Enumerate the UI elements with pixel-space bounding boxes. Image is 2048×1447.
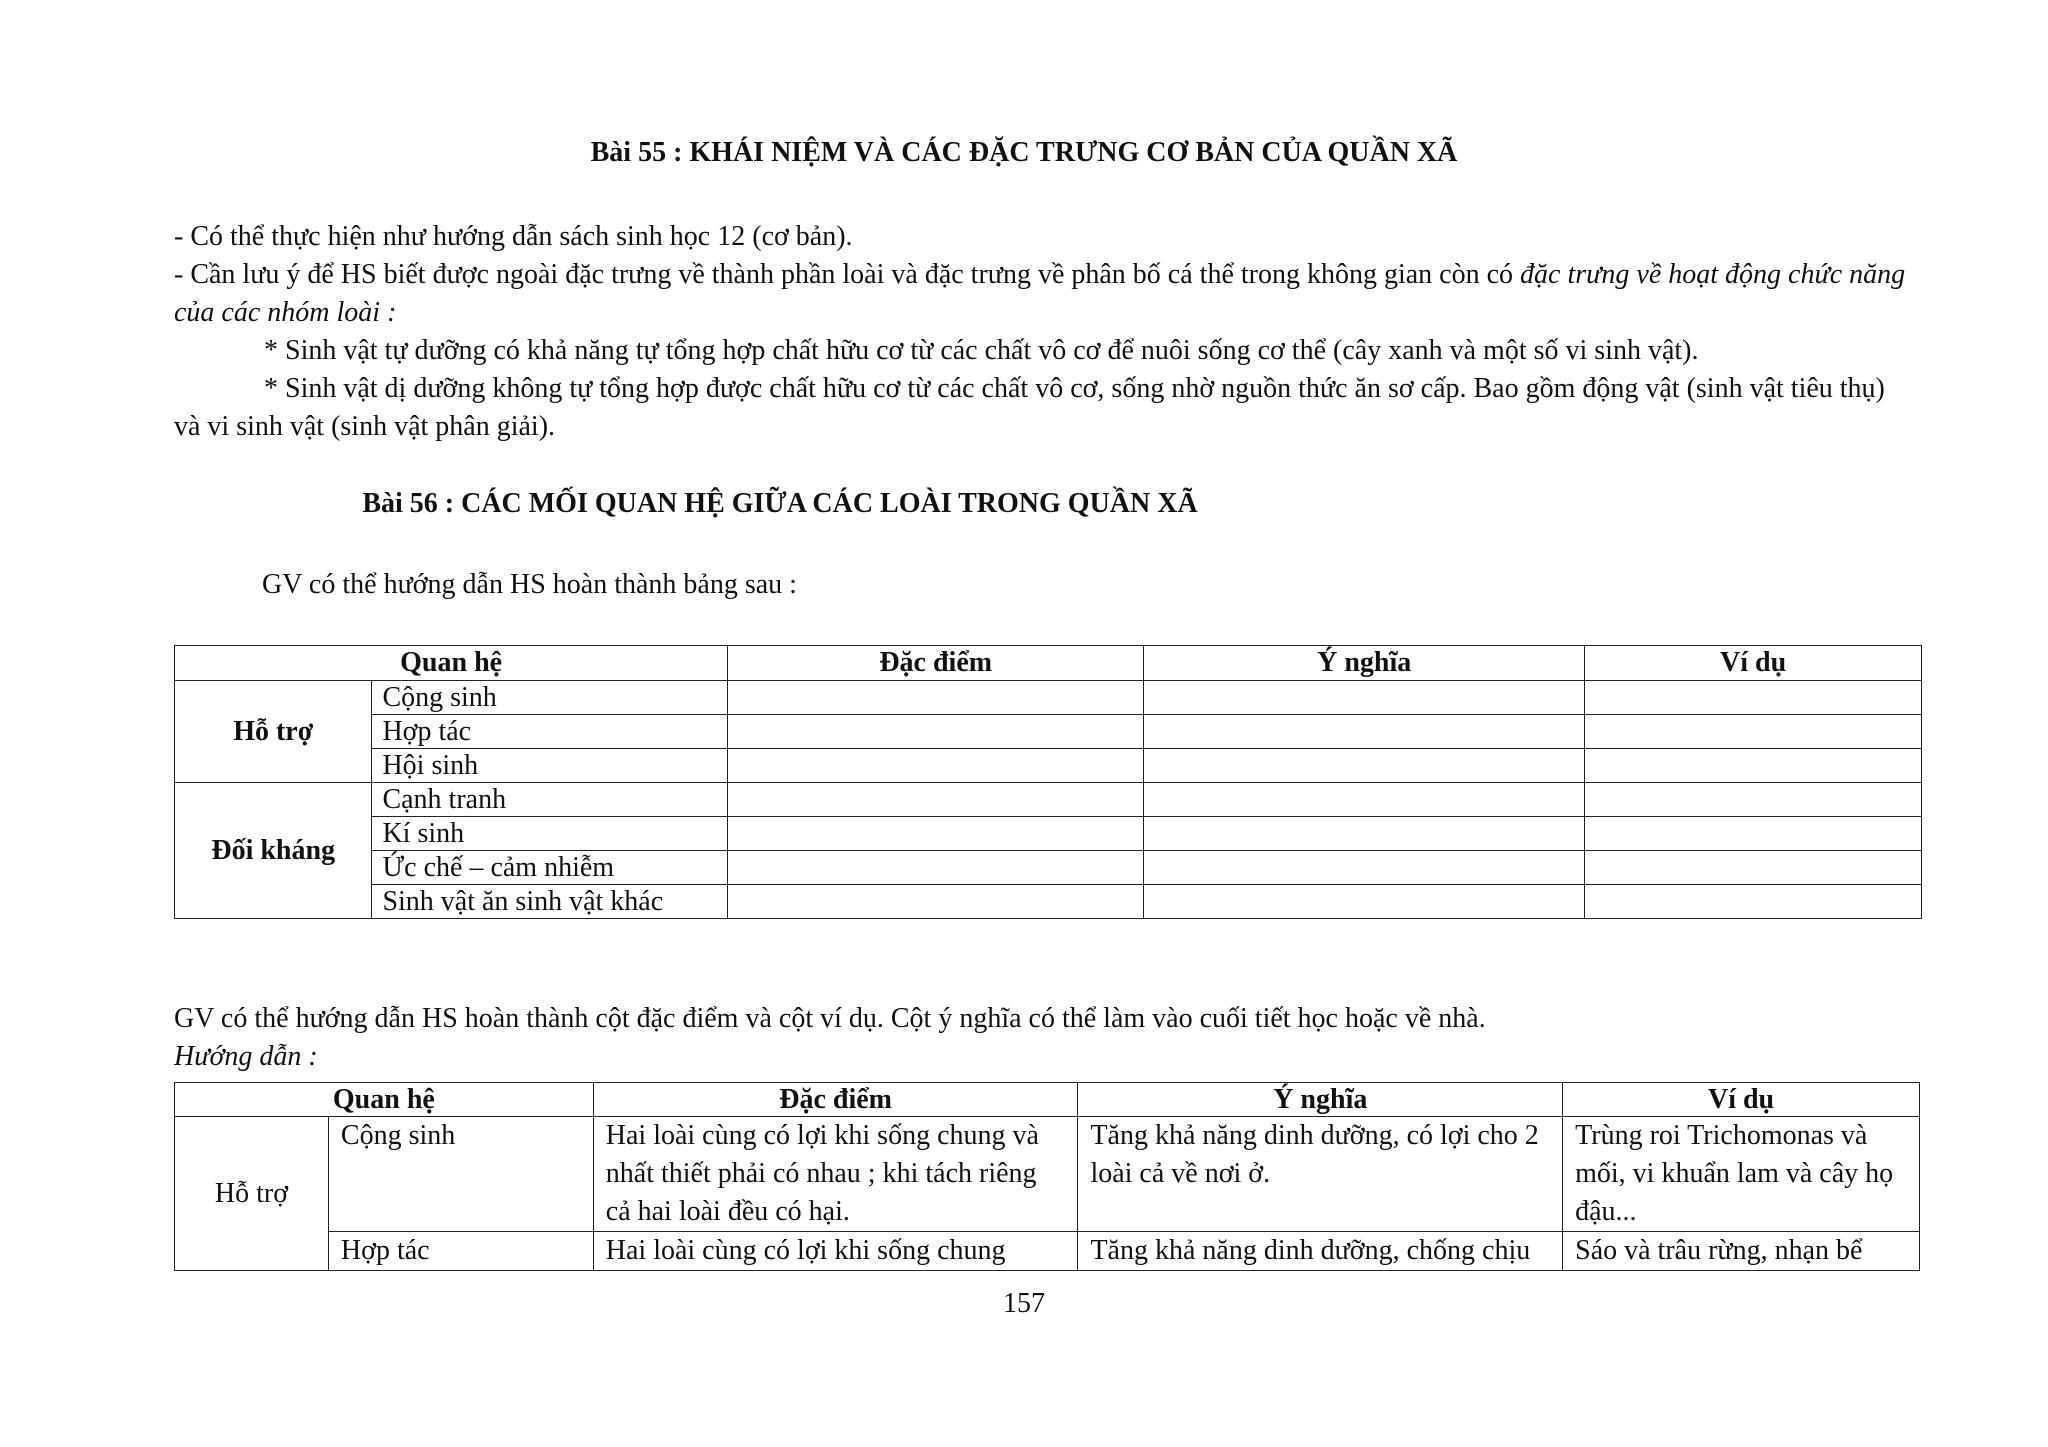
- heterotroph-bullet: * Sinh vật dị dưỡng không tự tổng hợp được chất hữu cơ từ các chất vô cơ, sống nhờ nguồn thức ăn sơ cấp. Bao gồm động vật (sinh vật tiêu thụ) và vi sinh vật (sinh vật phân giải).: [174, 373, 1885, 442]
- lesson-55-line-2-italic: đặc trưng về hoạt động chức năng của các nhóm loài :: [174, 259, 1906, 328]
- table-header-row: [175, 646, 1922, 681]
- relation-cell: Kí sinh: [372, 817, 728, 851]
- empty-cell: [1144, 851, 1585, 885]
- meaning-cell: Tăng khả năng dinh dưỡng, có lợi cho 2 loài cả về nơi ở.: [1078, 1117, 1563, 1232]
- table-row: [175, 715, 1922, 749]
- lesson-55-line-2: [174, 256, 1914, 332]
- relation-cell: Hợp tác: [372, 715, 728, 749]
- relation-cell: Hội sinh: [372, 749, 728, 783]
- header-meaning: Ý nghĩa: [1144, 646, 1585, 681]
- relation-cell: Hợp tác: [328, 1232, 593, 1271]
- empty-cell: [1144, 817, 1585, 851]
- header-relation: Quan hệ: [175, 646, 728, 681]
- group-antagonism: Đối kháng: [175, 783, 372, 919]
- page-number: 157: [1003, 1288, 1045, 1319]
- table-row: [175, 1232, 1920, 1271]
- table-row: [175, 1117, 1920, 1232]
- table-row: [175, 681, 1922, 715]
- feature-cell: Hai loài cùng có lợi khi sống chung và nhất thiết phải có nhau ; khi tách riêng cả hai loài đều có hại.: [593, 1117, 1078, 1232]
- empty-cell: [1144, 783, 1585, 817]
- lesson-55-line-2-plain: - Cần lưu ý để HS biết được ngoài đặc trưng về thành phần loài và đặc trưng về phân bố cá thể trong không gian còn có: [174, 259, 1521, 290]
- lesson-56-intro: GV có thể hướng dẫn HS hoàn thành bảng sau :: [262, 569, 797, 600]
- relation-cell: Ức chế – cảm nhiễm: [372, 851, 728, 885]
- autotroph-bullet: * Sinh vật tự dưỡng có khả năng tự tổng hợp chất hữu cơ từ các chất vô cơ để nuôi sống cơ thể (cây xanh và một số vi sinh vật).: [264, 335, 1699, 366]
- empty-cell: [1585, 749, 1922, 783]
- empty-cell: [728, 681, 1144, 715]
- header-feature: Đặc điểm: [728, 646, 1144, 681]
- empty-cell: [1585, 715, 1922, 749]
- group-support: Hỗ trợ: [175, 1117, 329, 1271]
- table-row: [175, 851, 1922, 885]
- relations-guide-table: [174, 1082, 1920, 1271]
- empty-cell: [1144, 885, 1585, 919]
- empty-cell: [728, 851, 1144, 885]
- empty-cell: [1585, 681, 1922, 715]
- lesson-56-title: Bài 56 : CÁC MỐI QUAN HỆ GIỮA CÁC LOÀI TRONG QUẦN XÃ: [362, 488, 1198, 519]
- empty-cell: [1585, 851, 1922, 885]
- lesson-55-line-1: - Có thể thực hiện như hướng dẫn sách sinh học 12 (cơ bản).: [174, 221, 853, 252]
- header-meaning: Ý nghĩa: [1078, 1083, 1563, 1117]
- header-feature: Đặc điểm: [593, 1083, 1078, 1117]
- table-header-row: [175, 1083, 1920, 1117]
- empty-cell: [728, 885, 1144, 919]
- header-example: Ví dụ: [1585, 646, 1922, 681]
- guide-label: Hướng dẫn :: [174, 1041, 318, 1072]
- empty-cell: [728, 715, 1144, 749]
- header-example: Ví dụ: [1563, 1083, 1920, 1117]
- empty-cell: [728, 817, 1144, 851]
- relation-cell: Cộng sinh: [372, 681, 728, 715]
- empty-cell: [1144, 749, 1585, 783]
- empty-cell: [1585, 885, 1922, 919]
- group-support: Hỗ trợ: [175, 681, 372, 783]
- header-relation: Quan hệ: [175, 1083, 594, 1117]
- empty-cell: [728, 783, 1144, 817]
- empty-cell: [1585, 817, 1922, 851]
- relation-cell: Sinh vật ăn sinh vật khác: [372, 885, 728, 919]
- relation-cell: Cộng sinh: [328, 1117, 593, 1232]
- feature-cell: Hai loài cùng có lợi khi sống chung: [593, 1232, 1078, 1271]
- example-cell: Sáo và trâu rừng, nhạn bể: [1563, 1232, 1920, 1271]
- relation-cell: Cạnh tranh: [372, 783, 728, 817]
- table-row: [175, 817, 1922, 851]
- meaning-cell: Tăng khả năng dinh dưỡng, chống chịu: [1078, 1232, 1563, 1271]
- empty-cell: [1144, 681, 1585, 715]
- lesson-55-title: Bài 55 : KHÁI NIỆM VÀ CÁC ĐẶC TRƯNG CƠ BẢN CỦA QUẦN XÃ: [590, 137, 1458, 168]
- table-row: [175, 749, 1922, 783]
- relations-blank-table: [174, 645, 1922, 919]
- empty-cell: [728, 749, 1144, 783]
- empty-cell: [1144, 715, 1585, 749]
- table-row: [175, 783, 1922, 817]
- empty-cell: [1585, 783, 1922, 817]
- lesson-56-instruction: GV có thể hướng dẫn HS hoàn thành cột đặc điểm và cột ví dụ. Cột ý nghĩa có thể làm vào cuối tiết học hoặc về nhà.: [174, 1003, 1486, 1034]
- table-row: [175, 885, 1922, 919]
- example-cell: Trùng roi Trichomonas và mối, vi khuẩn lam và cây họ đậu...: [1563, 1117, 1920, 1232]
